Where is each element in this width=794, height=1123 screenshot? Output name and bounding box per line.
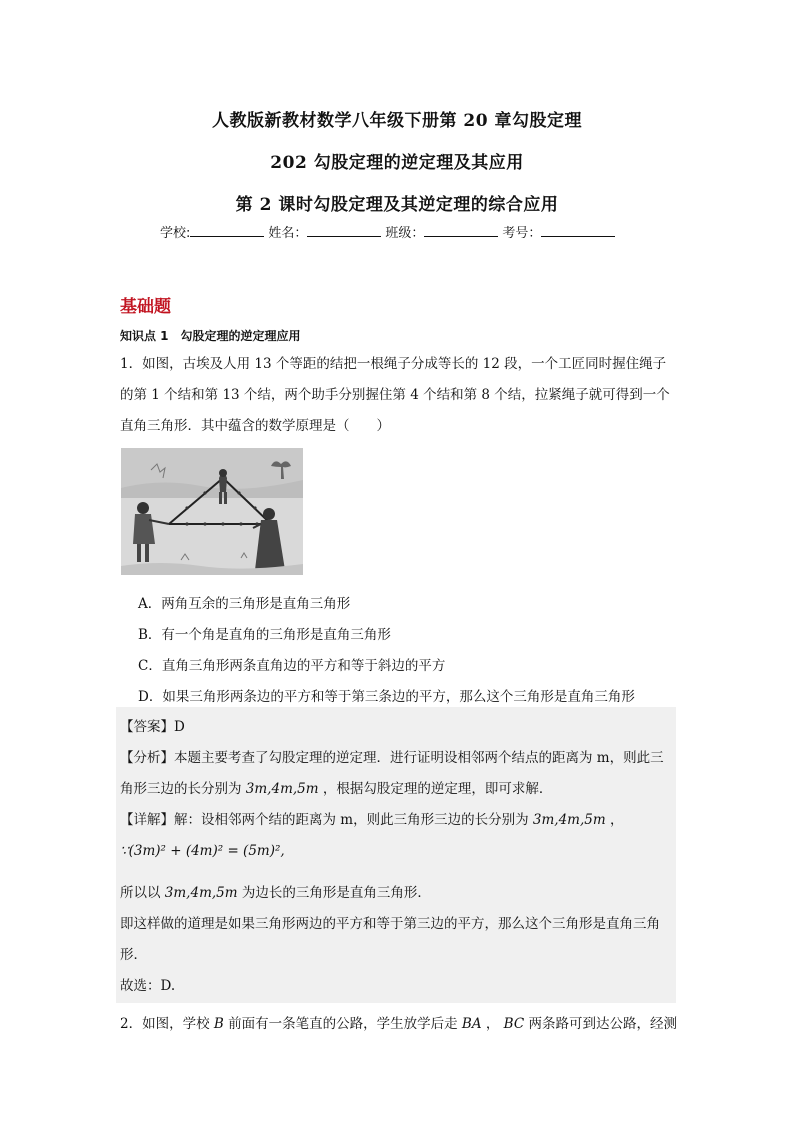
section-subtitle: 202 勾股定理的逆定理及其应用 <box>270 153 524 173</box>
number-label: 考号： <box>502 226 542 241</box>
analysis-text-a: 角形三边的长分别为 <box>120 781 242 797</box>
option-c: C．直角三角形两条直角边的平方和等于斜边的平方 <box>138 658 446 674</box>
detail-line-4: 即这样做的道理是如果三角形两边的平方和等于第三边的平方，那么这个三角形是直角三角 <box>120 916 660 932</box>
class-blank <box>424 224 498 237</box>
section-heading: 基础题 <box>120 297 171 317</box>
choose-line: 故选：D. <box>120 978 176 994</box>
name-blank <box>307 224 381 237</box>
detail-line-1 <box>120 808 623 828</box>
detail-text-b: ， <box>609 812 624 828</box>
school-blank <box>190 224 264 237</box>
question-1-line-1: 1．如图，古埃及人用 13 个等距的结把一根绳子分成等长的 12 段，一个工匠同时握住绳子 <box>120 356 667 372</box>
number-blank <box>541 224 615 237</box>
question-1-line-2: 的第 1 个结和第 13 个结，两个助手分别握住第 4 个结和第 8 个结，拉紧绳子就可得到一个 <box>120 387 670 403</box>
option-a: A．两角互余的三角形是直角三角形 <box>138 596 351 612</box>
detail-side-lengths: 3m,4m,5m <box>532 812 606 828</box>
class-label: 班级： <box>385 226 425 241</box>
student-info-line <box>160 222 640 241</box>
point-b: B <box>213 1016 224 1032</box>
school-label: 学校: <box>160 226 191 241</box>
detail-line-5: 形． <box>120 947 147 963</box>
answer-line: 【答案】D <box>120 719 185 735</box>
detail-text-3b: 为边长的三角形是直角三角形． <box>241 885 431 901</box>
question-2-line-1: 2．如图，学校 B 前面有一条笔直的公路，学生放学后走 BA ， BC 两条路可到达公路，经测 <box>120 1016 677 1032</box>
detail-line-3 <box>120 881 431 901</box>
pythagorean-equation: ∵(3m)² + (4m)² = (5m)², <box>120 843 285 859</box>
option-d: D．如果三角形两条边的平方和等于第三条边的平方，那么这个三角形是直角三角形 <box>138 689 635 705</box>
analysis-line-1: 【分析】本题主要考查了勾股定理的逆定理．进行证明设相邻两个结点的距离为 m，则此三 <box>120 750 664 766</box>
detail-text-3a: 所以以 <box>120 885 161 901</box>
name-label: 姓名： <box>268 226 308 241</box>
segment-bc: BC <box>503 1016 525 1032</box>
analysis-text-b: ，根据勾股定理的逆定理，即可求解． <box>322 781 553 797</box>
document-title: 人教版新教材数学八年级下册第 20 章勾股定理 <box>212 111 582 131</box>
knowledge-point-heading: 知识点 1 勾股定理的逆定理应用 <box>120 329 301 343</box>
question-1-line-3: 直角三角形．其中蕴含的数学原理是（ ） <box>120 418 390 434</box>
detail-text-a: 【详解】解：设相邻两个结的距离为 m，则此三角形三边的长分别为 <box>120 812 529 828</box>
analysis-line-2 <box>120 777 552 797</box>
analysis-side-lengths: 3m,4m,5m <box>245 781 319 797</box>
option-b: B．有一个角是直角的三角形是直角三角形 <box>138 627 391 643</box>
segment-ba: BA <box>461 1016 482 1032</box>
detail-side-lengths-3: 3m,4m,5m <box>164 885 238 901</box>
lesson-subtitle: 第 2 课时勾股定理及其逆定理的综合应用 <box>235 195 559 215</box>
rope-triangle-illustration <box>121 448 303 575</box>
